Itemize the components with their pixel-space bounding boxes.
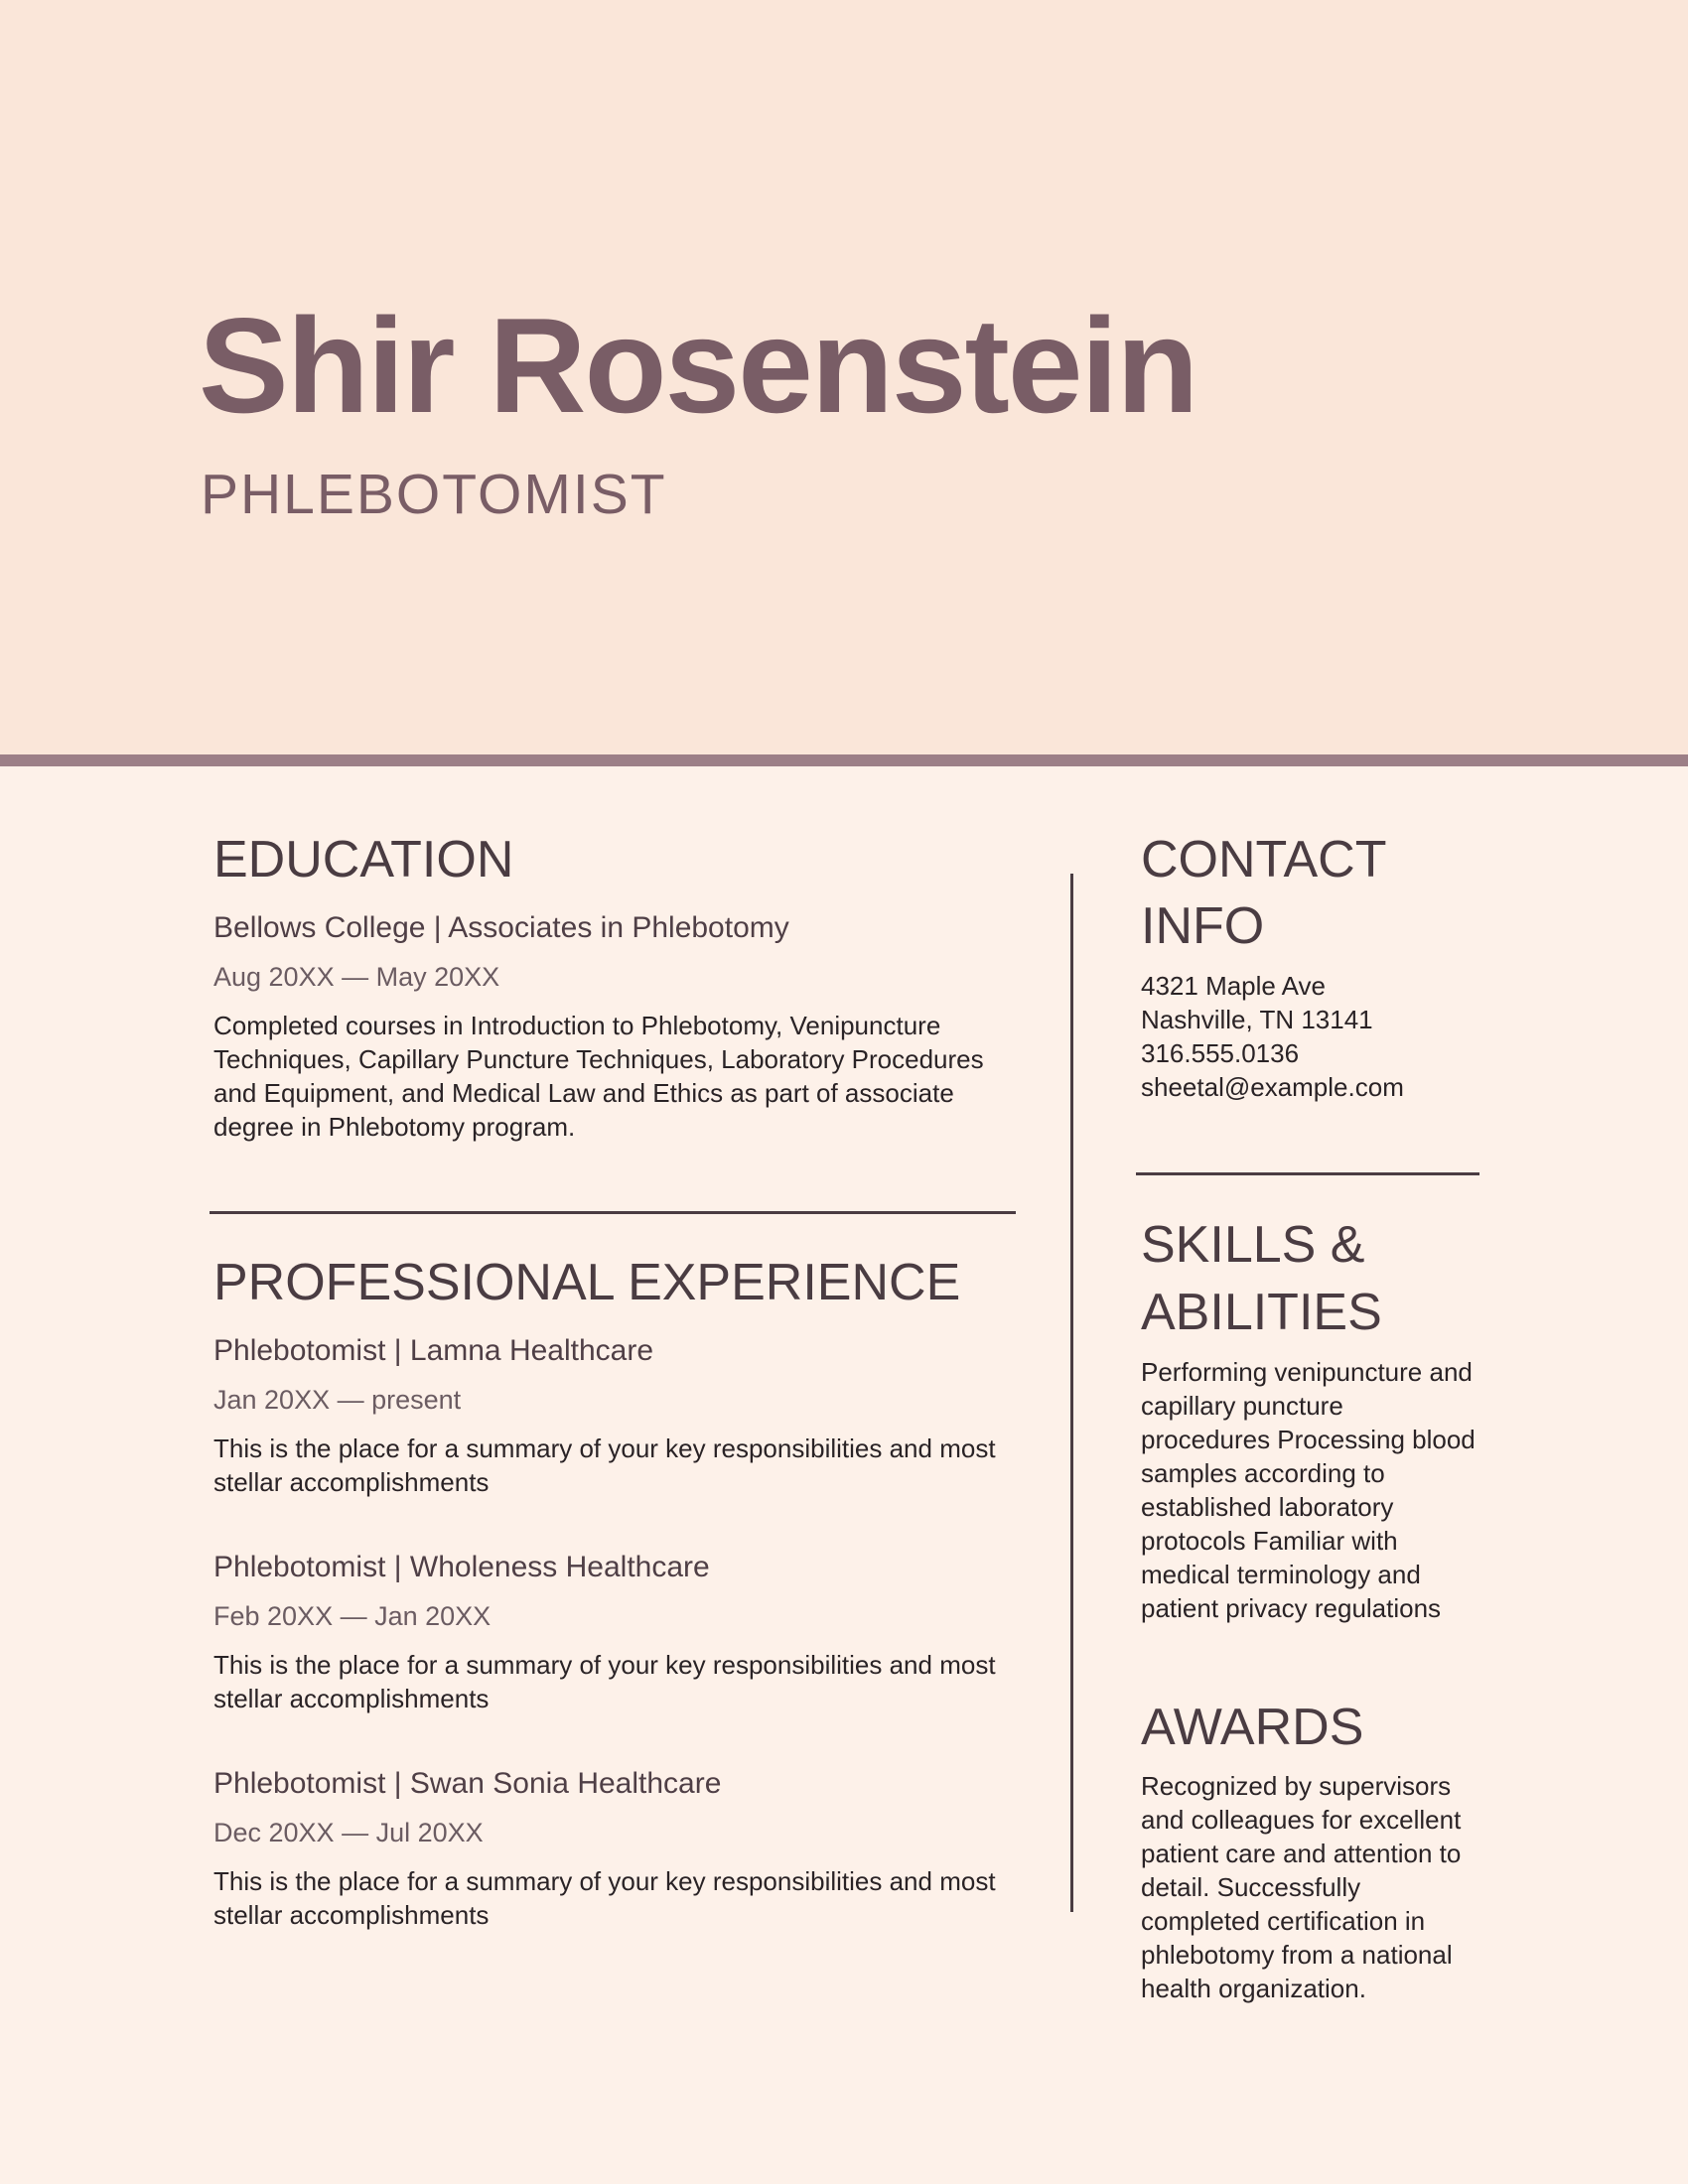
awards-title: AWARDS bbox=[1141, 1699, 1364, 1756]
contact-title-line1: CONTACT bbox=[1141, 831, 1387, 888]
experience-entry-heading: Phlebotomist | Wholeness Healthcare bbox=[213, 1551, 710, 1583]
education-entry-dates: Aug 20XX — May 20XX bbox=[213, 962, 500, 992]
column-divider bbox=[1070, 874, 1073, 1912]
contact-address-line1: 4321 Maple Ave bbox=[1141, 971, 1326, 1001]
skills-title-line2: ABILITIES bbox=[1141, 1284, 1382, 1341]
contact-email[interactable]: sheetal@example.com bbox=[1141, 1072, 1404, 1102]
contact-title-line2: INFO bbox=[1141, 897, 1265, 955]
education-entry-description: Completed courses in Introduction to Phlebotomy, Venipuncture Techniques, Capillary Puncture Techniques, Laboratory Procedures and Equipment, and Medical Law and Ethics as part of associate degree in Phlebotomy program. bbox=[213, 1011, 984, 1142]
experience-entry-heading: Phlebotomist | Swan Sonia Healthcare bbox=[213, 1767, 722, 1800]
experience-entry-dates: Feb 20XX — Jan 20XX bbox=[213, 1601, 492, 1631]
experience-title: PROFESSIONAL EXPERIENCE bbox=[213, 1254, 961, 1311]
experience-entry-dates: Dec 20XX — Jul 20XX bbox=[213, 1818, 484, 1847]
experience-entry-dates: Jan 20XX — present bbox=[213, 1385, 462, 1415]
education-entry-heading: Bellows College | Associates in Phlebotomy bbox=[213, 911, 789, 944]
awards-description: Recognized by supervisors and colleagues for excellent patient care and attention to detail. Successfully completed certification in phlebotomy from a national health organization. bbox=[1141, 1771, 1462, 2003]
contact-address-line2: Nashville, TN 13141 bbox=[1141, 1005, 1373, 1034]
skills-description: Performing venipuncture and capillary puncture procedures Processing blood samples according to established laboratory protocols Familiar with medical terminology and patient privacy regulations bbox=[1141, 1357, 1476, 1623]
candidate-name: Shir Rosenstein bbox=[199, 290, 1197, 441]
experience-entry-description: This is the place for a summary of your key responsibilities and most stellar accomplishments bbox=[213, 1433, 996, 1497]
experience-entry-heading: Phlebotomist | Lamna Healthcare bbox=[213, 1334, 654, 1367]
experience-entry-description: This is the place for a summary of your key responsibilities and most stellar accomplishments bbox=[213, 1650, 996, 1713]
skills-title-line1: SKILLS & bbox=[1141, 1216, 1365, 1274]
contact-details bbox=[1141, 969, 1478, 1104]
education-title: EDUCATION bbox=[213, 831, 514, 888]
contact-phone[interactable]: 316.555.0136 bbox=[1141, 1038, 1300, 1068]
header-divider bbox=[0, 754, 1688, 766]
experience-entry-description: This is the place for a summary of your key responsibilities and most stellar accomplishments bbox=[213, 1866, 996, 1930]
education-divider bbox=[210, 1211, 1016, 1214]
candidate-role: PHLEBOTOMIST bbox=[201, 463, 667, 526]
contact-divider bbox=[1136, 1172, 1479, 1175]
